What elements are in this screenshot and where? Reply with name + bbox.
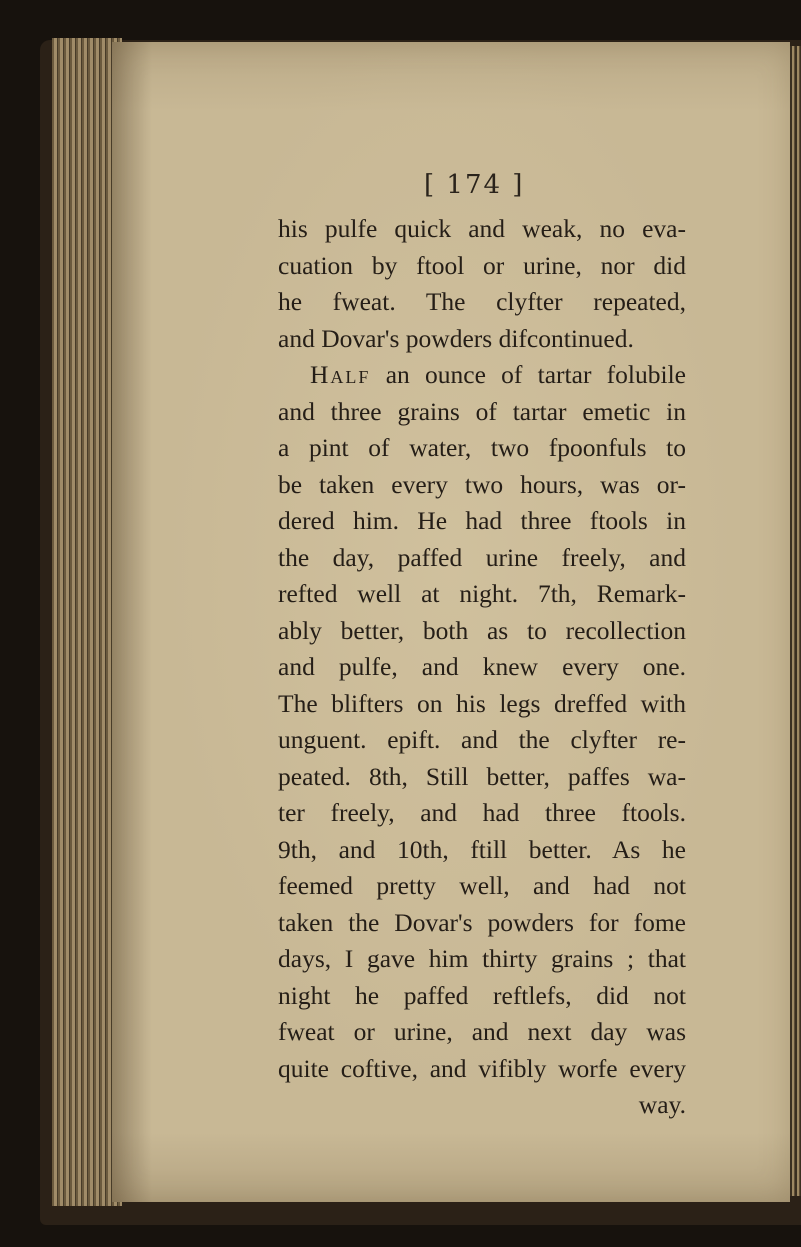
text-line: peated. 8th, Still better, paffes wa- (278, 761, 686, 791)
text-line: fweat or urine, and next day was (278, 1017, 686, 1046)
text-line: unguent. epift. and the clyfter re- (278, 725, 686, 754)
text-line: the day, paffed urine freely, and (278, 542, 686, 572)
body-text (278, 211, 686, 1124)
paragraph-lead-word: Half (310, 360, 371, 389)
text-line: his pulfe quick and weak, no eva- (278, 214, 686, 243)
text-line: 9th, and 10th, ftill better. As he (278, 834, 686, 864)
paragraph-start-line (278, 357, 686, 394)
text-line: cuation by ftool or urine, nor did (278, 250, 686, 280)
text-line: dered him. He had three ftools in (278, 506, 686, 535)
text-line: taken the Dovar's powders for fome (278, 907, 686, 937)
text-line: night he paffed reftlefs, did not (278, 980, 686, 1010)
text-line-last: way. (638, 1090, 686, 1119)
page-number-header: [ 174 ] (424, 170, 525, 200)
text-line: feemed pretty well, and had not (278, 871, 686, 900)
text-line: ter freely, and had three ftools. (278, 798, 686, 827)
text-line: days, I gave him thirty grains ; that (278, 944, 686, 973)
text-line: refted well at night. 7th, Remark- (278, 579, 686, 608)
text-line: be taken every two hours, was or- (278, 469, 686, 499)
text-line: The blifters on his legs dreffed with (278, 688, 686, 718)
text-line: and pulfe, and knew every one. (278, 652, 686, 681)
text-line: and Dovar's powders difcontinued. (278, 323, 634, 353)
text-line: and three grains of tartar emetic in (278, 396, 686, 426)
text-line: a pint of water, two fpoonfuls to (278, 433, 686, 462)
text-line: quite coftive, and vifibly worfe every (278, 1053, 686, 1083)
text-line: he fweat. The clyfter repeated, (278, 287, 686, 316)
text-line: an ounce of tartar folubile (385, 360, 686, 389)
text-line: ably better, both as to recollection (278, 615, 686, 645)
